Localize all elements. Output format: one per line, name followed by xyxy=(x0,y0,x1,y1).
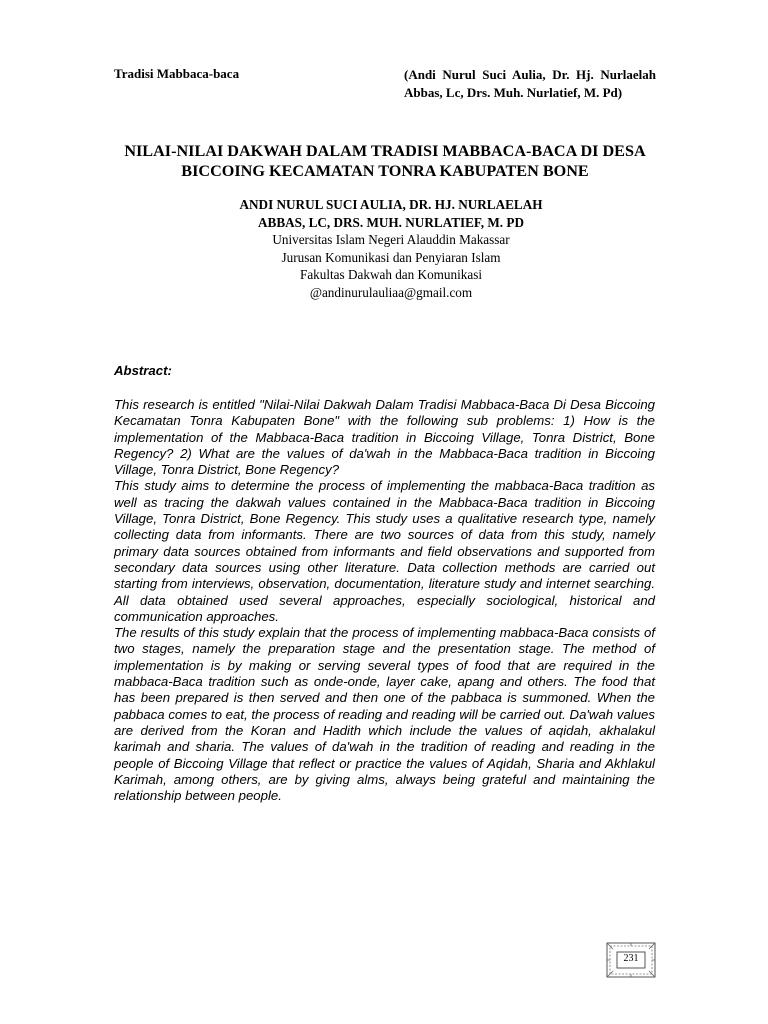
paper-title: NILAI-NILAI DAKWAH DALAM TRADISI MABBACA-BACA DI DESA BICCOING KECAMATAN TONRA KABUPATEN BONE xyxy=(124,142,646,180)
author-block xyxy=(216,196,566,301)
abstract-paragraph-results: The results of this study explain that the process of implementing mabbaca-Baca consists of two stages, namely the preparation stage and the presentation stage. The method of implementation is by making or serving several types of food that are required in the mabbaca-Baca tradition such as onde-onde, layer cake, apang and others. The food that has been prepared is then served and then one of the pabbaca is summoned. When the pabbaca comes to eat, the process of reading and reading will be carried out. Da'wah values are derived from the Koran and Hadith which include the values of aqidah, akhalakul karimah and sharia. The values of da'wah in the tradition of reading and reading in the people of Biccoing Village that reflect or practice the values of Aqidah, Sharia and Akhlakul Karimah, among others, are by giving alms, always being grateful and maintaining the relationship between people. xyxy=(114,625,655,804)
affiliation-department: Jurusan Komunikasi dan Penyiaran Islam xyxy=(281,249,501,265)
abstract-paragraph-methods: This study aims to determine the process of implementing the mabbaca-Baca tradition as well as tracing the dakwah values contained in the Mabbaca-Baca tradition in Biccoing Village, Tonra District, Bone Regency. This study uses a qualitative research type, namely collecting data from informants. There are two sources of data from this study, namely primary data sources obtained from informants and field observations and supported from secondary data sources using other literature. Data collection methods are carried out starting from interviews, observation, documentation, literature study and internet searching. All data obtained used several approaches, especially sociological, historical and communication approaches. xyxy=(114,478,655,624)
page-number: 231 xyxy=(623,953,639,964)
affiliation-university: Universitas Islam Negeri Alauddin Makassar xyxy=(272,232,510,247)
author-email: @andinurulauliaa@gmail.com xyxy=(309,284,473,300)
page-number-ornament xyxy=(606,942,656,978)
abstract-heading: Abstract: xyxy=(114,363,172,378)
running-header xyxy=(114,66,656,126)
abstract-paragraph-problems: This research is entitled "Nilai-Nilai Dakwah Dalam Tradisi Mabbaca-Baca Di Desa Biccoing Kecamatan Tonra Kabupaten Bone" with the following sub problems: 1) How is the implementation of the Mabbaca-Baca tradition in Biccoing Village, Tonra District, Bone Regency? 2) What are the values of da'wah in the Mabbaca-Baca tradition in Biccoing Village, Tonra District, Bone Regency? xyxy=(114,397,655,478)
affiliation-faculty: Fakultas Dakwah dan Komunikasi xyxy=(299,267,483,282)
author-names: ANDI NURUL SUCI AULIA, DR. HJ. NURLAELAH ABBAS, LC, DRS. MUH. NURLATIEF, M. PD xyxy=(239,197,543,230)
running-title: Tradisi Mabbaca-baca xyxy=(114,66,240,81)
abstract-body xyxy=(114,397,655,804)
running-authors: (Andi Nurul Suci Aulia, Dr. Hj. Nurlaelah Abbas, Lc, Drs. Muh. Nurlatief, M. Pd) xyxy=(404,67,656,100)
